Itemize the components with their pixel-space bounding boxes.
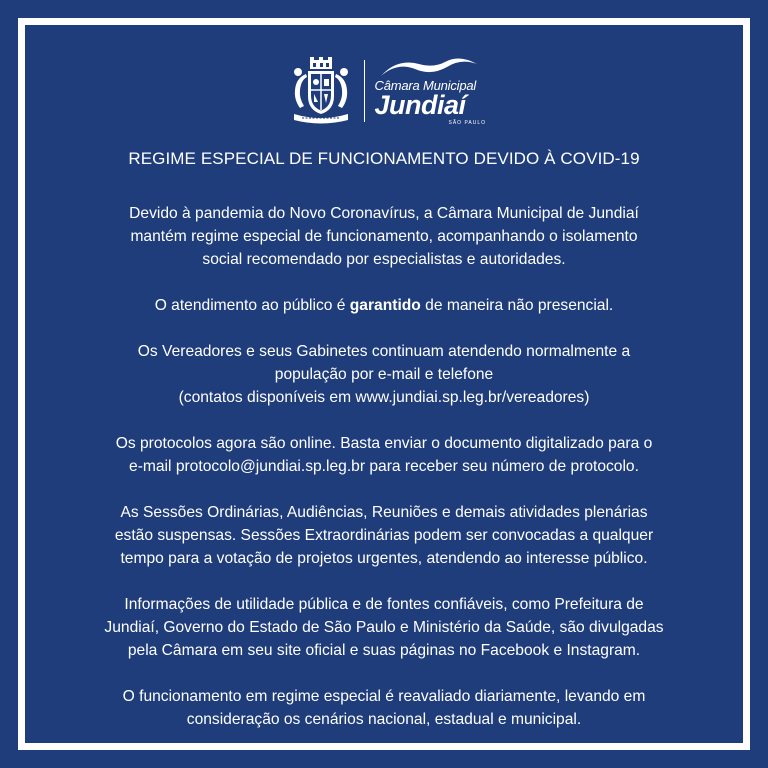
notice-title: REGIME ESPECIAL DE FUNCIONAMENTO DEVIDO À COVID-19 [128, 149, 640, 168]
text-line: (contatos disponíveis em www.jundiai.sp.leg.br/vereadores) [178, 389, 590, 406]
text-line: estão suspensas. Sessões Extraordinárias podem ser convocadas a qualquer [114, 527, 654, 544]
wave-swoosh-icon [379, 56, 479, 78]
text-line: e-mail protocolo@jundiai.sp.leg.br para receber seu número de protocolo. [129, 458, 639, 475]
paragraph-public-info [45, 593, 723, 662]
text-line: Jundiaí, Governo do Estado de São Paulo e Ministério da Saúde, são divulgadas [104, 619, 664, 636]
paragraph-councilors [45, 340, 723, 409]
text-segment: O atendimento ao público é [154, 297, 350, 314]
text-line: população por e-mail e telefone [274, 366, 494, 383]
municipal-coat-of-arms-icon [286, 56, 356, 126]
camara-wordmark [373, 56, 487, 126]
paragraph-attendance [45, 294, 723, 317]
text-segment: de maneira não presencial. [420, 297, 614, 314]
text-line: tempo para a votação de projetos urgentes, atendendo ao interesse público. [120, 550, 648, 567]
text-line: mantém regime especial de funcionamento, acompanhando o isolamento [130, 228, 638, 245]
text-line: As Sessões Ordinárias, Audiências, Reuniões e demais atividades plenárias [120, 504, 648, 521]
text-line: O funcionamento em regime especial é reavaliado diariamente, levando em [122, 688, 646, 705]
text-line: social recomendado por especialistas e autoridades. [202, 251, 566, 268]
text-line: Os protocolos agora são online. Basta enviar o documento digitalizado para o [115, 435, 653, 452]
org-name-top: Câmara Municipal [374, 78, 477, 93]
logo-divider [364, 60, 365, 122]
emphasis-text: garantido [349, 297, 421, 314]
paragraph-protocols [45, 432, 723, 478]
paragraph-reevaluation [45, 685, 723, 731]
paragraph-sessions [45, 501, 723, 570]
org-name-main: Jundiaí [374, 90, 466, 120]
text-line: Informações de utilidade pública e de fontes confiáveis, como Prefeitura de [124, 596, 644, 613]
camara-logo [25, 51, 743, 131]
org-name-sub: SÃO PAULO [448, 120, 487, 126]
text-line: pela Câmara em seu site oficial e suas páginas no Facebook e Instagram. [127, 642, 641, 659]
notice-frame [18, 18, 750, 750]
text-line: consideração os cenários nacional, estadual e municipal. [186, 711, 582, 728]
text-line: Os Vereadores e seus Gabinetes continuam atendendo normalmente a [137, 343, 631, 360]
text-line [45, 294, 723, 317]
paragraph-pandemic [45, 202, 723, 271]
text-line: Devido à pandemia do Novo Coronavírus, a Câmara Municipal de Jundiaí [129, 205, 639, 222]
